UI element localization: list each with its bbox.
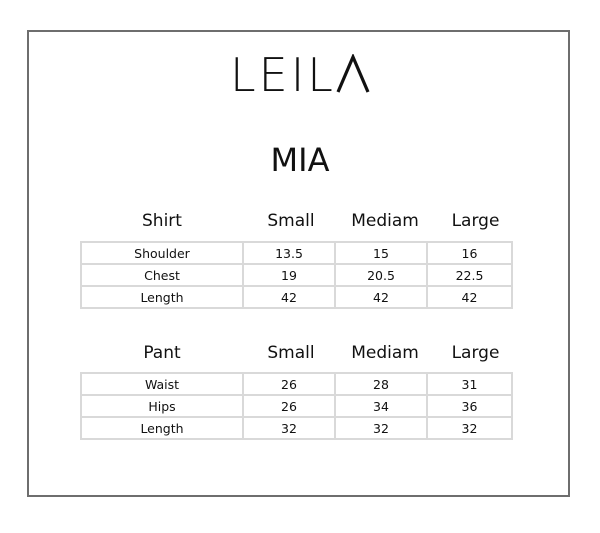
cell-value: 28 (335, 373, 427, 395)
cell-value: 20.5 (335, 264, 427, 286)
brand-logo-text: LEIL (230, 48, 336, 102)
pant-header-large: Large (451, 343, 500, 363)
cell-value: 19 (243, 264, 335, 286)
cell-value: 16 (427, 242, 512, 264)
row-label: Chest (81, 264, 243, 286)
cell-value: 13.5 (243, 242, 335, 264)
shirt-header-large: Large (451, 211, 500, 231)
cell-value: 32 (427, 417, 512, 439)
cell-value: 15 (335, 242, 427, 264)
row-label: Hips (81, 395, 243, 417)
shirt-header-medium: Mediam (351, 211, 419, 231)
table-row (81, 242, 512, 264)
cell-value: 42 (243, 286, 335, 308)
shirt-header-row (0, 209, 600, 233)
table-row (81, 373, 512, 395)
table-row (81, 286, 512, 308)
table-row (81, 264, 512, 286)
model-name: MIA (270, 141, 330, 179)
pant-header-row (0, 341, 600, 365)
cell-value: 32 (243, 417, 335, 439)
cell-value: 34 (335, 395, 427, 417)
shirt-header-small: Small (267, 211, 315, 231)
shirt-title: Shirt (142, 211, 182, 231)
cell-value: 42 (427, 286, 512, 308)
shirt-size-table (80, 241, 513, 309)
cell-value: 42 (335, 286, 427, 308)
row-label: Waist (81, 373, 243, 395)
pant-header-small: Small (267, 343, 315, 363)
cell-value: 22.5 (427, 264, 512, 286)
table-row (81, 395, 512, 417)
row-label: Length (81, 286, 243, 308)
table-row (81, 417, 512, 439)
pant-header-medium: Mediam (351, 343, 419, 363)
pant-size-table (80, 372, 513, 440)
cell-value: 26 (243, 373, 335, 395)
cell-value: 26 (243, 395, 335, 417)
brand-logo (0, 48, 600, 102)
brand-logo-a-glyph (336, 54, 370, 94)
cell-value: 31 (427, 373, 512, 395)
row-label: Shoulder (81, 242, 243, 264)
cell-value: 36 (427, 395, 512, 417)
cell-value: 32 (335, 417, 427, 439)
pant-title: Pant (143, 343, 181, 363)
row-label: Length (81, 417, 243, 439)
